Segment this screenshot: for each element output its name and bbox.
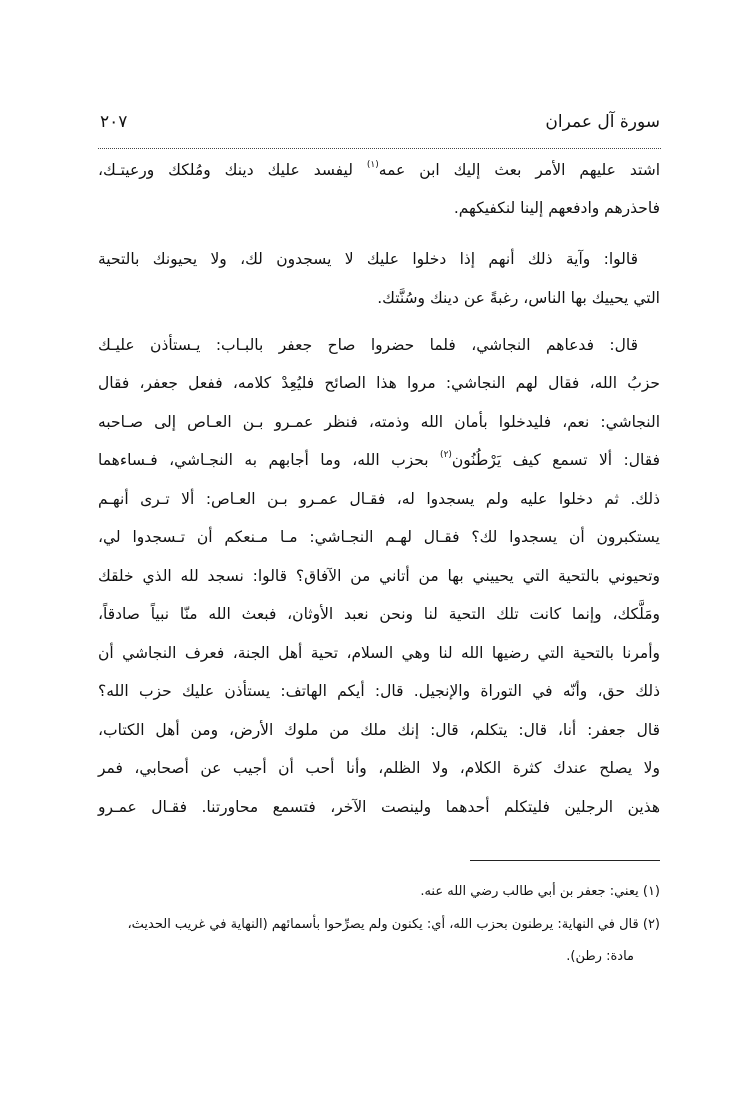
footnote-marker[interactable]: (١) [366,160,379,170]
footnote-marker[interactable]: (٢) [440,450,452,460]
text-line: قال: فدعاهم النجاشي، فلما حضروا صاح جعفر بالبـاب: يـستأذن عليـك [98,336,638,354]
text-segment: اشتد عليهم الأمر بعث إليك ابن عمه [378,161,660,179]
text-line: ولا يصلح عندك كثرة الكلام، ولا الظلم، وأنا أحب أن أجيب عن أصحابي، فمر [98,759,660,777]
text-line: ذلك حق، وأنّه في التوراة والإنجيل. قال: أيكم الهاتف: يستأذن عليك حزب الله؟ [98,682,660,700]
text-line: النجاشي: نعم، فليدخلوا بأمان الله وذمته، فنظر عمـرو بـن العـاص إلى صـاحبه [98,413,660,431]
text-line [98,158,660,182]
text-line: قال جعفر: أنا، قال: يتكلم، قال: إنك ملك من ملوك الأرض، ومن أهل الكتاب، [98,721,660,739]
text-line: فاحذرهم وادفعهم إلينا لنكفيكهم. [453,199,660,217]
footnote-separator [470,860,660,861]
text-segment: ليفسد عليك دينك ومُلكك ورعيتـك، [98,161,367,179]
text-line: حزبُ الله، فقال لهم النجاشي: مروا هذا الصائح فليُعِدْ كلامه، ففعل جعفر، فقال [98,374,660,392]
text-line: ذلك. ثم دخلوا عليه ولم يسجدوا له، فقـال عمـرو بـن العـاص: ألا تـرى أنهـم [98,490,660,508]
text-line: ومَلَّكك، وإنما كانت تلك التحية لنا ونحن نعبد الأوثان، فبعث الله منّا نبياً صادقاً، [98,605,660,623]
text-line: هذين الرجلين فليتكلم أحدهما ولينصت الآخر، فتسمع محاورتنا. فقـال عمـرو [98,798,660,816]
text-segment: فقال: ألا تسمع كيف يَرْطُنُون [451,451,660,469]
text-line: قالوا: وآية ذلك أنهم إذا دخلوا عليك لا يسجدون لك، ولا يحيونك بالتحية [98,250,638,268]
text-line [98,448,660,472]
footnote-2: (٢) قال في النهاية: يرطنون بحزب الله، أي: يكنون ولم يصرِّحوا بأسمائهم (النهاية في غريب الحديث، [127,917,660,932]
footnote-1: (١) يعني: جعفر بن أبي طالب رضي الله عنه. [420,884,660,899]
text-line: يستكبرون أن يسجدوا لك؟ فقـال لهـم النجـاشي: مـا مـنعكم أن تـسجدوا لي، [98,528,660,546]
page-number: ٢٠٧ [100,112,128,132]
text-line: وأمرنا بالتحية التي رضيها الله لنا وهي السلام، تحية أهل الجنة، فعرف النجاشي أن [98,644,660,662]
footnote-2-continuation: مادة: رطن). [566,949,634,964]
text-segment: بحزب الله، وما أجابهم به النجـاشي، فـساءهما [98,451,441,469]
text-line: التي يحييك بها الناس، رغبةً عن دينك وسُنَّتك. [377,289,660,307]
text-line: وتحيوني بالتحية التي يحييني بها من أتاني من الآفاق؟ قالوا: نسجد لله الذي خلقك [98,567,660,585]
running-header-title: سورة آل عمران [545,112,660,132]
header-divider [98,148,661,149]
